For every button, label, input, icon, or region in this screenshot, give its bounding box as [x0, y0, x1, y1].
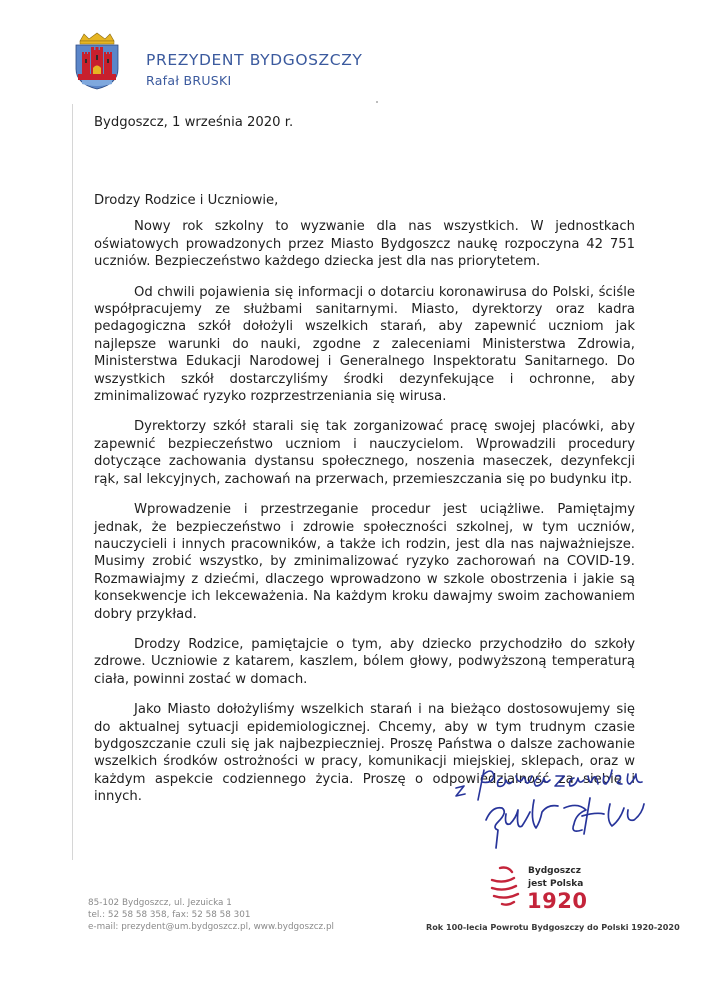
paragraph-1: Nowy rok szkolny to wyzwanie dla nas wszystkich. W jednostkach oświatowych prowadzonych przez Miasto Bydgoszcz naukę rozpoczyna 42 751 uczniów. Bezpieczeństwo każdego dziecka jest dla nas priorytetem.	[94, 219, 635, 270]
paragraph-4: Wprowadzenie i przestrzeganie procedur jest uciążliwe. Pamiętajmy jednak, że bezpieczeństwo i zdrowie społeczności szkolnej, w tym uczniów, nauczycieli i innych pracowników, a także ich rodzin, jest dla nas najważniejsze. Musimy zrobić wszystko, by zminimalizować ryzyko zachorowań na COVID-19. Rozmawiajmy z dziećmi, dlaczego wprowadzono w szkole obostrzenia i jakie są konsekwencje ich lekceważenia. Na każdym kroku dawajmy swoim zachowaniem dobry przykład.	[94, 502, 635, 622]
footer-email-web: e-mail: prezydent@um.bydgoszcz.pl, www.bydgoszcz.pl	[88, 922, 334, 932]
bydgoszcz-coat-of-arms-icon	[72, 32, 122, 90]
bydgoszcz-jest-polska-logo-icon	[486, 862, 522, 910]
logo-year: 1920	[527, 889, 588, 913]
mayor-office-title: PREZYDENT BYDGOSZCZY	[146, 51, 363, 69]
paragraph-6: Jako Miasto dołożyliśmy wszelkich starań i na bieżąco dostosowujemy się do aktualnej sytuacji epidemiologicznej. Chcemy, aby w tym trudnym czasie bydgoszczanie czuli się jak najbezpieczniej. Proszę Państwa o dalsze zachowanie wszelkich środków ostrożności w pracy, komunikacji miejskiej, sklepach, oraz w każdym aspekcie codziennego życia. Proszę o odpowiedzialność za siebie i innych.	[94, 702, 635, 805]
mayor-name: Rafał BRUSKI	[146, 73, 232, 88]
logo-line-2: jest Polska	[528, 879, 584, 889]
footer-phones: tel.: 52 58 58 358, fax: 52 58 58 301	[88, 910, 251, 920]
footer-contact	[88, 897, 334, 933]
letter-date: Bydgoszcz, 1 września 2020 r.	[94, 115, 294, 130]
margin-line	[72, 104, 73, 860]
footer-address: 85-102 Bydgoszcz, ul. Jezuicka 1	[88, 898, 232, 908]
salutation: Drodzy Rodzice i Uczniowie,	[94, 193, 279, 208]
paragraph-2: Od chwili pojawienia się informacji o dotarciu koronawirusa do Polski, ściśle współpracujemy ze służbami sanitarnymi. Miasto, dyrektorzy oraz kadra pedagogiczna szkół dołożyli wszelkich starań, aby zapewnić uczniom jak najlepsze warunki do nauki, zgodne z zaleceniami Ministerstwa Zdrowia, Ministerstwa Edukacji Narodowej i Generalnego Inspektoratu Sanitarnego. Do wszystkich szkół dostarczyliśmy środki dezynfekujące i ochronne, aby zminimalizować ryzyko rozprzestrzeniania się wirusa.	[94, 284, 635, 405]
fold-mark	[376, 101, 378, 103]
letter-body	[94, 192, 635, 819]
paragraph-5: Drodzy Rodzice, pamiętajcie o tym, aby dziecko przychodziło do szkoły zdrowe. Uczniowie z katarem, kaszlem, bólem głowy, podwyższoną temperaturą ciała, powinni zostać w domach.	[94, 636, 635, 687]
paragraph-3: Dyrektorzy szkół starali się tak zorganizować pracę swojej placówki, aby zapewnić bezpieczeństwo uczniom i nauczycielom. Wprowadzili procedury dotyczące zachowania dystansu społecznego, noszenia maseczek, dezynfekcji rąk, sal lekcyjnych, zachowań na przerwach, przemieszczania się po budynku itp.	[94, 419, 635, 487]
logo-line-1: Bydgoszcz	[528, 866, 581, 876]
handwritten-signature-icon	[478, 790, 648, 850]
anniversary-caption: Rok 100-lecia Powrotu Bydgoszczy do Polski 1920-2020	[426, 922, 680, 932]
